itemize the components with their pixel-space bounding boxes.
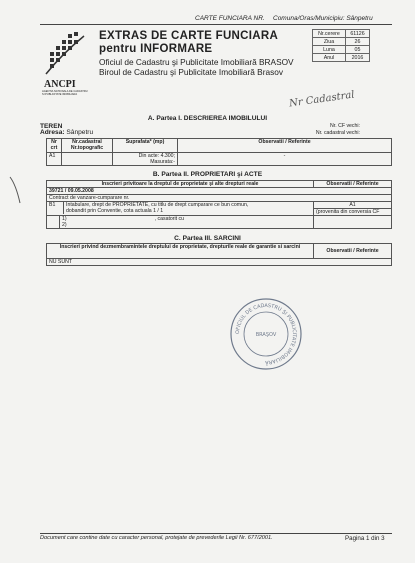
meta-value: 26 <box>346 38 370 46</box>
page-number: Pagina 1 din 3 <box>345 535 385 542</box>
document-title: EXTRAS DE CARTE FUNCIARA <box>99 30 279 42</box>
owners-obs <box>314 216 392 229</box>
document-subtitle: pentru INFORMARE <box>99 43 213 55</box>
table-header-row <box>47 244 392 259</box>
property-table <box>46 138 392 166</box>
row-cadastral <box>62 153 113 166</box>
encumbrances-table <box>46 243 392 266</box>
contract-line: Contract de vanzare-cumparare nr. <box>47 195 392 202</box>
meta-row <box>313 46 370 54</box>
col-entries: Inscrieri privitoare la dreptul de proprietate şi alte drepturi reale <box>47 181 314 188</box>
owner-2: 2) <box>62 222 67 228</box>
owner-1: 1) <box>62 216 67 222</box>
property-type: TEREN <box>40 123 63 130</box>
meta-row <box>313 54 370 62</box>
stamp-inner-text: BRAŞOV <box>255 332 277 338</box>
registration-ref: 39721 / 09.05.2008 <box>47 188 392 195</box>
table-header-row <box>47 139 392 153</box>
owner-1-note: , casatorit cu <box>154 216 185 222</box>
meta-row <box>313 38 370 46</box>
owners-cell <box>47 216 314 229</box>
meta-key: Nr.cerere <box>313 30 346 38</box>
table-row <box>47 153 392 166</box>
table-row <box>47 259 392 266</box>
row-observations: - <box>178 153 392 166</box>
meta-value: 61126 <box>346 30 370 38</box>
bureau-name: Biroul de Cadastru şi Publicitate Imobiliară Brasov <box>99 67 283 77</box>
col-observations: Observatii / Referinte <box>178 139 392 153</box>
footer-rule <box>40 533 392 534</box>
stamp-outer-text: OFICIUL DE CADASTRU ŞI PUBLICITATE IMOBILIARĂ <box>234 302 298 366</box>
handwritten-signature: Nr Cadastral <box>288 89 356 110</box>
b1-entry <box>47 202 314 216</box>
address-label: Adresa: <box>40 129 65 136</box>
request-meta-table <box>312 29 370 62</box>
page-header <box>0 15 415 27</box>
table-header-row <box>47 181 392 188</box>
col-encumbrances: Inscrieri privind dezmembramintele dreptului de proprietate, drepturile reale de garantie si sarcini <box>47 244 314 259</box>
b1-obs: (provenita din conversia CF <box>316 209 380 215</box>
b1-text-line2: dobandit prin Conventie, cota actuala 1 / 1 <box>66 208 164 214</box>
old-cadastral-number: Nr. cadastral vechi: <box>315 130 360 136</box>
owners-table <box>46 180 392 229</box>
address-value: Sânpetru <box>66 129 94 136</box>
meta-value: 05 <box>346 46 370 54</box>
col-observations: Observatii / Referinte <box>314 181 392 188</box>
b1-observations <box>314 202 392 216</box>
logo-subtext: AGENTIA NATIONALA DE CADASTRU SI PUBLICITATE IMOBILIARA <box>42 90 88 96</box>
b1-index: B1 <box>47 202 64 214</box>
col-observations: Observatii / Referinte <box>314 244 392 259</box>
meta-key: Anul <box>313 54 346 62</box>
table-row <box>47 202 392 216</box>
office-name: Oficiul de Cadastru şi Publicitate Imobiliară BRASOV <box>99 57 294 67</box>
location-label: Comuna/Oras/Municipiu: Sânpetru <box>273 15 373 22</box>
privacy-note: Document care contine date cu caracter personal, protejate de prevederile Legii Nr. 677/2001. <box>40 535 273 541</box>
meta-row <box>313 30 370 38</box>
table-row <box>47 195 392 202</box>
old-cf-number: Nr. CF vechi: <box>330 123 360 129</box>
margin-mark <box>8 175 22 205</box>
section-b-title: B. Partea II. PROPRIETARI şi ACTE <box>152 171 263 178</box>
logo-text: ANCPI <box>44 79 76 90</box>
meta-value: 2016 <box>346 54 370 62</box>
col-cadastral: Nr.cadastral Nr.topografic <box>62 139 113 153</box>
encumbrance-entry: NU SUNT <box>47 259 392 266</box>
official-stamp <box>229 297 303 371</box>
section-a-title: A. Partea I. DESCRIEREA IMOBILULUI <box>147 115 268 122</box>
doc-label: CARTE FUNCIARA NR. <box>195 15 265 22</box>
ancpi-logo <box>40 30 90 96</box>
table-row <box>47 188 392 195</box>
col-nr-crt: Nr crt <box>47 139 62 153</box>
property-address <box>40 129 93 136</box>
meta-key: Luna <box>313 46 346 54</box>
col-surface: Suprafata* (mp) <box>113 139 178 153</box>
b1-ref: A1 <box>314 202 391 209</box>
row-nr: A1 <box>47 153 62 166</box>
row-surface: Din acte: 4.300; Masurata:- <box>113 153 178 166</box>
header-rule <box>40 24 392 25</box>
section-c-title: C. Partea III. SARCINI <box>174 235 241 242</box>
table-row <box>47 216 392 229</box>
b1-text-line1: Intabulare, drept de PROPRIETATE, cu titlu de drept cumparare ce bun comun, <box>66 202 249 208</box>
logo-mark-icon <box>40 30 90 76</box>
meta-key: Ziua <box>313 38 346 46</box>
